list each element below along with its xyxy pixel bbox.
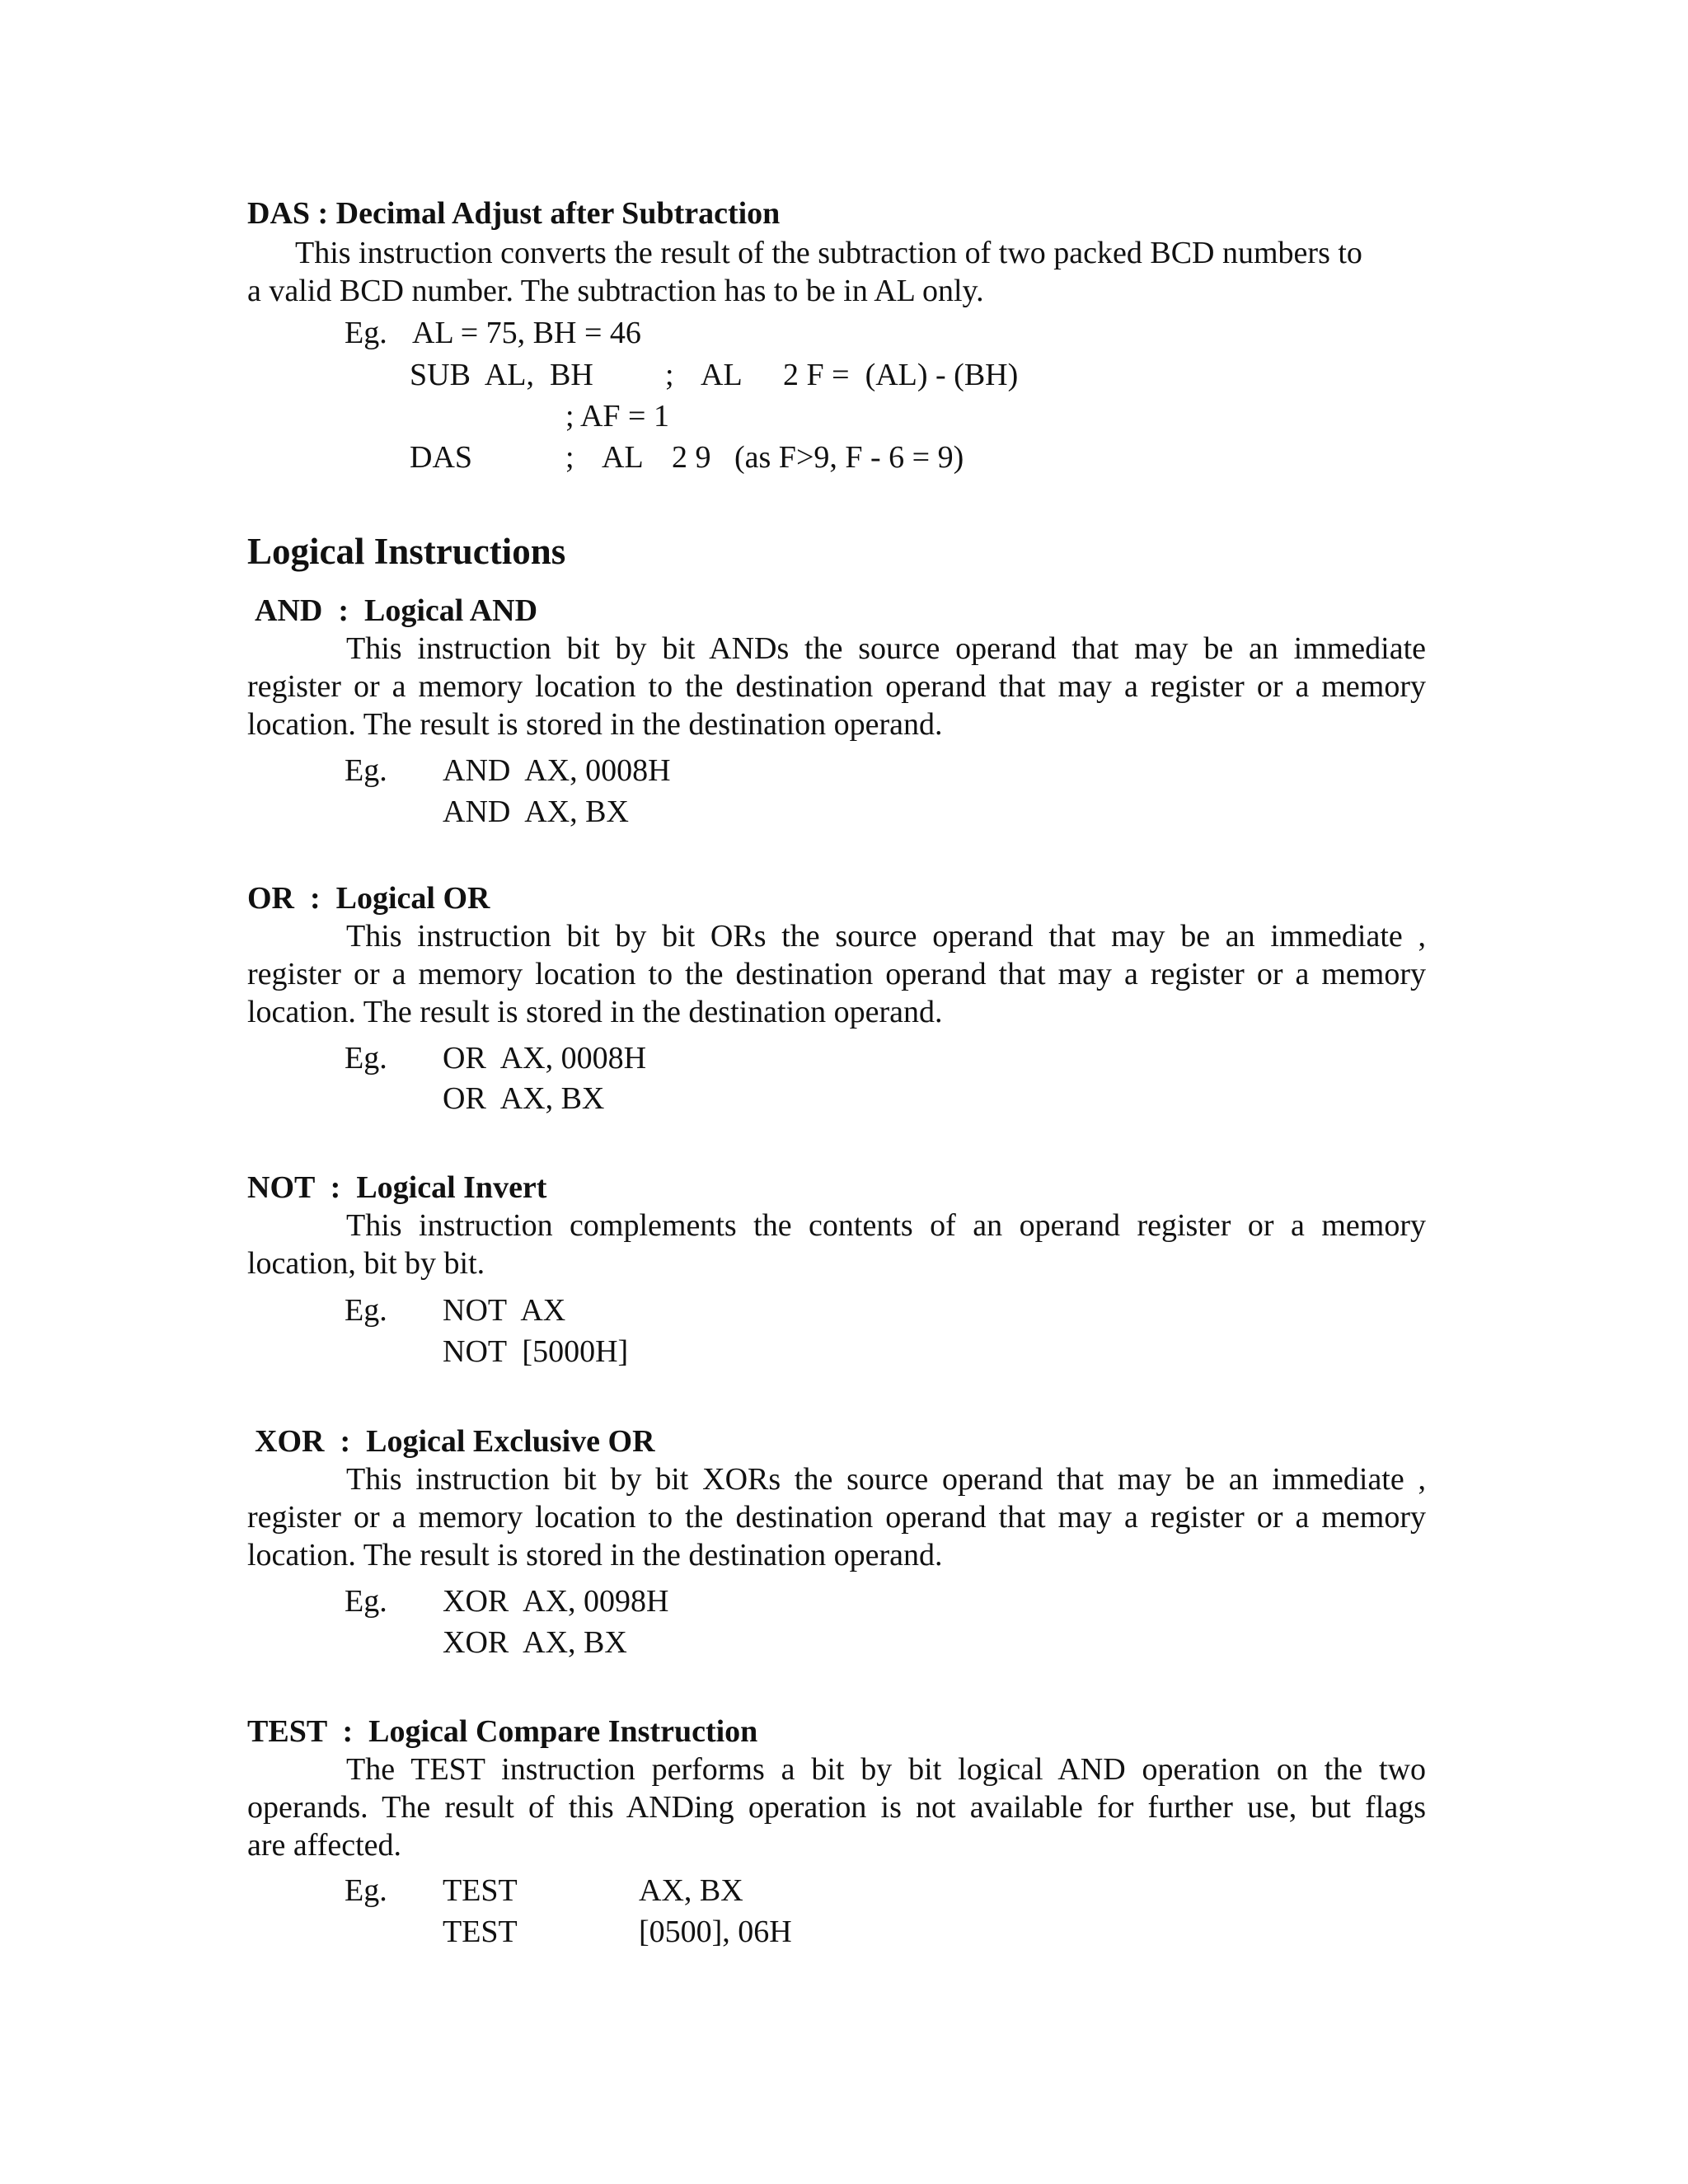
section-title: Logical Instructions: [247, 531, 566, 572]
or-line-2: register or a memory location to the destination operand that may a register or a memory: [247, 957, 1426, 991]
das-code-3-val: 2 9 (as F>9, F - 6 = 9): [672, 440, 964, 475]
test-example-1-args: AX, BX: [639, 1873, 743, 1908]
and-heading: AND : Logical AND: [255, 593, 538, 628]
not-eg-label: Eg.: [345, 1293, 387, 1328]
xor-line-1: This instruction bit by bit XORs the source operand that may be an immediate ,: [346, 1462, 1426, 1497]
or-line-1: This instruction bit by bit ORs the source operand that may be an immediate ,: [346, 919, 1426, 954]
das-heading: DAS : Decimal Adjust after Subtraction: [247, 196, 781, 231]
test-example-1-op: TEST: [443, 1873, 518, 1908]
das-code-3-reg: AL: [602, 440, 644, 475]
xor-heading: XOR : Logical Exclusive OR: [255, 1424, 655, 1459]
and-example-1: AND AX, 0008H: [443, 753, 671, 788]
xor-paragraph: [247, 1460, 1426, 1574]
das-code-1-semi: ;: [665, 358, 674, 392]
not-example-1: NOT AX: [443, 1293, 566, 1328]
and-example-2: AND AX, BX: [443, 794, 629, 829]
or-example-1: OR AX, 0008H: [443, 1041, 647, 1076]
das-code-1-val: 2 F = (AL) - (BH): [783, 358, 1019, 392]
or-eg-label: Eg.: [345, 1041, 387, 1076]
not-example-2: NOT [5000H]: [443, 1334, 629, 1369]
das-line-1: This instruction converts the result of the subtraction of two packed BCD numbers to: [295, 236, 1362, 270]
das-code-1-instr: SUB AL, BH: [410, 358, 593, 392]
and-line-3: location. The result is stored in the destination operand.: [247, 707, 943, 742]
xor-example-1: XOR AX, 0098H: [443, 1584, 669, 1619]
test-paragraph: [247, 1750, 1426, 1864]
or-heading: OR : Logical OR: [247, 881, 490, 916]
das-code-2-comment: ; AF = 1: [565, 399, 669, 434]
test-line-3: are affected.: [247, 1828, 402, 1863]
test-example-2-op: TEST: [443, 1915, 518, 1949]
and-line-1: This instruction bit by bit ANDs the source operand that may be an immediate: [346, 631, 1426, 666]
das-code-3-instr: DAS: [410, 440, 473, 475]
and-line-2: register or a memory location to the destination operand that may a register or a memory: [247, 669, 1426, 704]
test-heading: TEST : Logical Compare Instruction: [247, 1714, 758, 1749]
xor-eg-label: Eg.: [345, 1584, 387, 1619]
or-paragraph: [247, 917, 1426, 1031]
das-eg-values: AL = 75, BH = 46: [412, 316, 641, 350]
test-example-2-args: [0500], 06H: [639, 1915, 792, 1949]
das-line-2: a valid BCD number. The subtraction has to be in AL only.: [247, 274, 984, 308]
das-code-1-reg: AL: [701, 358, 743, 392]
das-code-3-semi: ;: [565, 440, 574, 475]
test-eg-label: Eg.: [345, 1873, 387, 1908]
test-line-1: The TEST instruction performs a bit by bit logical AND operation on the two: [346, 1752, 1426, 1787]
xor-example-2: XOR AX, BX: [443, 1625, 627, 1660]
not-heading: NOT : Logical Invert: [247, 1170, 547, 1205]
not-line-2: location, bit by bit.: [247, 1246, 485, 1281]
test-line-2: operands. The result of this ANDing operation is not available for further use, but flags: [247, 1790, 1426, 1825]
or-line-3: location. The result is stored in the destination operand.: [247, 995, 943, 1029]
or-example-2: OR AX, BX: [443, 1081, 605, 1116]
not-paragraph: [247, 1207, 1426, 1282]
and-paragraph: [247, 630, 1426, 743]
xor-line-2: register or a memory location to the destination operand that may a register or a memory: [247, 1500, 1426, 1535]
not-line-1: This instruction complements the contents of an operand register or a memory: [346, 1208, 1426, 1243]
xor-line-3: location. The result is stored in the destination operand.: [247, 1538, 943, 1572]
and-eg-label: Eg.: [345, 753, 387, 788]
das-eg-label: Eg.: [345, 316, 387, 350]
